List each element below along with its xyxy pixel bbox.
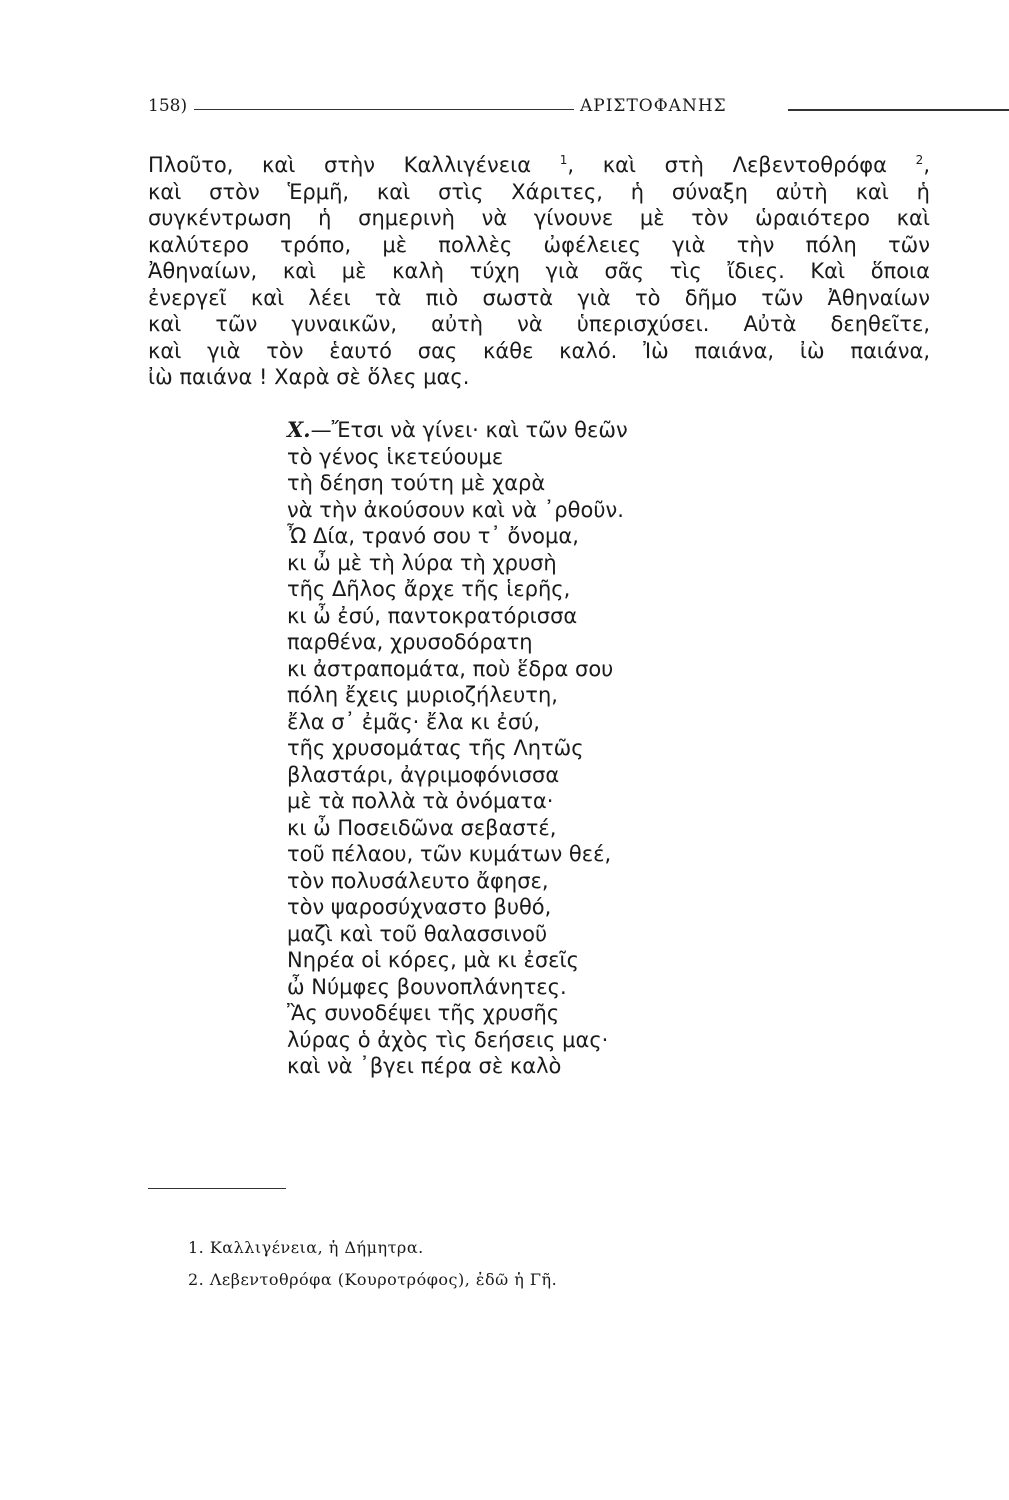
footnote-2: 2. Λεβεντοθρόφα (Κουροτρόφος), ἐδῶ ἡ Γῆ. bbox=[188, 1270, 558, 1289]
verse-line: τῆς Δῆλος ἄρχε τῆς ἱερῆς, bbox=[287, 577, 571, 601]
verse-line: τοῦ πέλαου, τῶν κυμάτων θεέ, bbox=[287, 842, 612, 866]
verse-line: μαζὶ καὶ τοῦ θαλασσινοῦ bbox=[287, 921, 548, 946]
verse-line: ὦ Νύμφες βουνοπλάνητες. bbox=[287, 974, 567, 999]
speaker-label: Χ. bbox=[287, 417, 311, 442]
verse-line: κι ὦ ἐσύ, παντοκρατόρισσα bbox=[287, 603, 578, 628]
verse-line: νὰ τὴν ἀκούσουν καὶ νὰ ᾽ρθοῦν. bbox=[287, 497, 624, 522]
verse-line: βλαστάρι, ἀγριμοφόνισσα bbox=[287, 762, 560, 787]
verse-line: Ἂς συνοδέψει τῆς χρυσῆς bbox=[287, 1001, 560, 1025]
header-rule-right bbox=[788, 109, 1009, 111]
verse-line: παρθένα, χρυσοδόρατη bbox=[287, 630, 533, 654]
verse-line: πόλη ἔχεις μυριοζήλευτη, bbox=[287, 683, 558, 707]
prose-line: Ἀθηναίων, καὶ μὲ καλὴ τύχη γιὰ σᾶς τὶς ἴδιες. Καὶ ὅποια bbox=[148, 259, 930, 283]
verse-line: τὸν ψαροσύχναστο βυθό, bbox=[287, 895, 552, 919]
prose-line: ἐνεργεῖ καὶ λέει τὰ πιὸ σωστὰ γιὰ τὸ δῆμο τῶν Ἀθηναίων bbox=[148, 285, 930, 310]
footnote-separator bbox=[148, 1188, 286, 1189]
footnote-ref-2: 2 bbox=[915, 153, 924, 167]
footnote-ref-1: 1 bbox=[559, 153, 568, 167]
verse-line: κι ὦ Ποσειδῶνα σεβαστέ, bbox=[287, 815, 557, 840]
header-rule-left bbox=[194, 109, 574, 110]
verse-line: κι ἀστραπομάτα, ποὺ ἕδρα σου bbox=[287, 656, 614, 681]
verse-line: καὶ νὰ ᾽βγει πέρα σὲ καλὸ bbox=[287, 1054, 562, 1078]
verse-line: ἔλα σ᾽ ἐμᾶς· ἔλα κι ἐσύ, bbox=[287, 709, 540, 734]
verse-block bbox=[287, 417, 767, 1080]
verse-line: λύρας ὁ ἀχὸς τὶς δεήσεις μας· bbox=[287, 1027, 609, 1052]
verse-line: Ὦ Δία, τρανό σου τ᾽ ὄνομα, bbox=[287, 524, 579, 548]
page-header bbox=[148, 96, 928, 120]
footnotes bbox=[188, 1232, 788, 1296]
prose-paragraph bbox=[148, 152, 930, 391]
prose-line: ἰὼ παιάνα ! Χαρὰ σὲ ὅλες μας. bbox=[148, 365, 470, 389]
verse-line: τὸ γένος ἱκετεύουμε bbox=[287, 444, 504, 469]
verse-line: κι ὦ μὲ τὴ λύρα τὴ χρυσὴ bbox=[287, 550, 557, 575]
prose-line: Πλοῦτο, καὶ στὴν Καλλιγένεια $^1$, καὶ στὴ Λεβεντοθρόφα $^2$, bbox=[148, 153, 930, 177]
running-title: ΑΡΙΣΤΟΦΑΝΗΣ bbox=[580, 96, 727, 116]
prose-line: καλύτερο τρόπο, μὲ πολλὲς ὠφέλειες γιὰ τὴν πόλη τῶν bbox=[148, 232, 930, 257]
verse-line: τὴ δέηση τούτη μὲ χαρὰ bbox=[287, 471, 546, 495]
verse-line: μὲ τὰ πολλὰ τὰ ὀνόματα· bbox=[287, 789, 554, 813]
page-number: 158) bbox=[148, 96, 188, 116]
prose-line: καὶ στὸν Ἑρμῆ, καὶ στὶς Χάριτες, ἡ σύναξη αὐτὴ καὶ ἡ bbox=[148, 179, 930, 204]
footnote-1: 1. Καλλιγένεια, ἡ Δήμητρα. bbox=[188, 1238, 424, 1257]
prose-line: συγκέντρωση ἡ σημερινὴ νὰ γίνουνε μὲ τὸν ὡραιότερο καὶ bbox=[148, 206, 930, 230]
verse-line: τὸν πολυσάλευτο ἄφησε, bbox=[287, 868, 549, 893]
verse-line: Χ.—Ἔτσι νὰ γίνει· καὶ τῶν θεῶν bbox=[287, 417, 628, 442]
verse-line: τῆς χρυσομάτας τῆς Λητῶς bbox=[287, 736, 584, 760]
prose-line: καὶ γιὰ τὸν ἑαυτό σας κάθε καλό. Ἰὼ παιάνα, ἰὼ παιάνα, bbox=[148, 338, 930, 363]
verse-line: Νηρέα οἱ κόρες, μὰ κι ἐσεῖς bbox=[287, 948, 579, 972]
prose-line: καὶ τῶν γυναικῶν, αὐτὴ νὰ ὑπερισχύσει. Αὐτὰ δεηθεῖτε, bbox=[148, 312, 930, 336]
